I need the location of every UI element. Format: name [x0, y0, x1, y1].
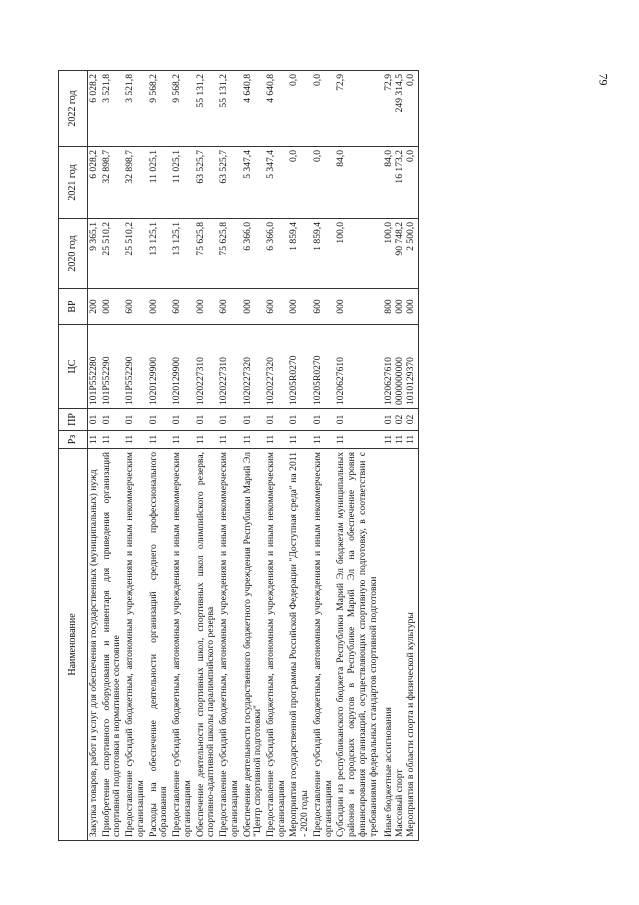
row-name: Мероприятия в области спорта и физической культуры: [404, 612, 416, 837]
row-pr: 01: [242, 409, 265, 431]
row-2022: 4 640,8: [265, 71, 288, 147]
row-pr: 01: [101, 409, 124, 431]
row-2021: 32 898,7: [101, 147, 124, 219]
row-2020: 13 125,1: [148, 219, 171, 289]
row-2021: 5 347,4: [242, 147, 265, 219]
row-2021: 5 347,4: [265, 147, 288, 219]
row-2022: 3 521,8: [101, 71, 124, 147]
row-name: Мероприятия государственной программы Российской Федерации "Доступная среда" на 2011 - 2020 годы: [288, 449, 311, 841]
row-vr: 800: [383, 299, 395, 314]
table-row: [242, 71, 265, 841]
row-vr: 000: [148, 289, 171, 325]
row-2021: 6 028,2: [88, 147, 101, 219]
row-pr: 01: [124, 409, 147, 431]
row-name: Закупка товаров, работ и услуг для обеспечения государственных (муниципальных) нужд: [88, 449, 101, 841]
row-2022: 0,0: [288, 71, 311, 147]
page-number: 79: [596, 73, 611, 86]
header-cs: ЦС: [59, 325, 88, 409]
row-vr: 000: [242, 289, 265, 325]
table-row: [101, 71, 124, 841]
row-2022: 249 314,5: [394, 74, 406, 113]
row-group-2021: [380, 147, 418, 219]
header-rz: Рз: [59, 431, 88, 449]
row-pr: 01: [88, 409, 101, 431]
header-2021: 2021 год: [59, 147, 88, 219]
table-row: [265, 71, 288, 841]
row-group-cs: [380, 325, 418, 409]
row-rz: 11: [124, 431, 147, 449]
row-pr: 01: [383, 414, 395, 425]
row-2021: 11 025,1: [171, 147, 194, 219]
row-cs: 0000000000: [394, 357, 406, 405]
row-cs: 10205R0270: [312, 325, 335, 409]
header-name: Наименование: [59, 449, 88, 841]
row-pr: 02: [394, 414, 406, 425]
row-vr: 000: [394, 299, 406, 314]
row-vr: 600: [218, 289, 241, 325]
row-name: Субсидии из республиканского бюджета Республики Марий Эл бюджетам муниципальных районов и городских округов в Республике Марий Эл на обеспечение уровня финансирования организаций, осуществляющих спортивную подготовку, в соответствии с требованиями федеральных стандартов спортивной подготовки: [335, 449, 380, 841]
row-2020: 2 500,0: [404, 222, 416, 251]
rotated-table-container: [58, 71, 578, 841]
row-cs: 1020227320: [265, 325, 288, 409]
row-cs: 1020627610: [383, 357, 395, 405]
budget-table: [58, 70, 419, 841]
row-2022: 3 521,8: [124, 71, 147, 147]
row-2021: 0,0: [404, 150, 416, 162]
row-cs: 101P552290: [124, 325, 147, 409]
row-vr: 000: [335, 289, 380, 325]
row-group-rz: [380, 431, 418, 449]
row-2020: 1 859,4: [312, 219, 335, 289]
header-pr: ПР: [59, 409, 88, 431]
row-group-names: [380, 449, 418, 841]
row-cs: 1020129900: [171, 325, 194, 409]
row-2022: 4 640,8: [242, 71, 265, 147]
row-vr: 600: [171, 289, 194, 325]
row-cs: 101P552290: [101, 325, 124, 409]
table-row: [124, 71, 147, 841]
row-rz: 11: [218, 431, 241, 449]
row-2020: 75 625,8: [195, 219, 218, 289]
row-rz: 11: [383, 434, 395, 445]
row-rz: 11: [288, 431, 311, 449]
row-pr: 01: [195, 409, 218, 431]
table-row: [312, 71, 335, 841]
row-2021: 63 525,7: [195, 147, 218, 219]
row-name: Предоставление субсидий бюджетным, автономным учреждениям и иным некоммерческим организациям: [124, 449, 147, 841]
row-pr: 02: [404, 414, 416, 425]
row-2021: 0,0: [312, 147, 335, 219]
row-group-2020: [380, 219, 418, 289]
table-row: [171, 71, 194, 841]
row-vr: 000: [101, 289, 124, 325]
row-2020: 100,0: [383, 222, 395, 244]
row-name: Массовый спорт: [394, 769, 406, 837]
row-2021: 11 025,1: [148, 147, 171, 219]
row-vr: 000: [195, 289, 218, 325]
row-pr: 01: [335, 409, 380, 431]
row-vr: 600: [265, 289, 288, 325]
table-row: [218, 71, 241, 841]
row-2022: 72,9: [335, 71, 380, 147]
row-name: Обеспечение деятельности спортивных школ, спортивных школ олимпийского резерва, спортивно-адаптивной школы паралимпийского резерва: [195, 449, 218, 841]
row-2021: 0,0: [288, 147, 311, 219]
row-name: Предоставление субсидий бюджетным, автономным учреждениям и иным некоммерческим организациям: [312, 449, 335, 841]
row-name: Предоставление субсидий бюджетным, автономным учреждениям и иным некоммерческим организациям: [218, 449, 241, 841]
row-cs: 1020227320: [242, 325, 265, 409]
row-vr: 600: [124, 289, 147, 325]
table-row: [288, 71, 311, 841]
row-2021: 63 525,7: [218, 147, 241, 219]
row-2022: 9 568,2: [148, 71, 171, 147]
row-pr: 01: [171, 409, 194, 431]
row-2020: 9 365,1: [88, 219, 101, 289]
header-2022: 2022 год: [59, 71, 88, 147]
row-vr: 600: [312, 289, 335, 325]
row-rz: 11: [265, 431, 288, 449]
row-2021: 32 898,7: [124, 147, 147, 219]
row-2022: 55 131,2: [195, 71, 218, 147]
row-2021: 84,0: [335, 147, 380, 219]
row-group-pr: [380, 409, 418, 431]
row-2020: 13 125,1: [171, 219, 194, 289]
row-rz: 11: [312, 431, 335, 449]
row-name: Предоставление субсидий бюджетным, автономным учреждениям и иным некоммерческим организациям: [171, 449, 194, 841]
row-2022: 0,0: [312, 71, 335, 147]
row-2022: 9 568,2: [171, 71, 194, 147]
row-cs: 101P552280: [88, 325, 101, 409]
row-pr: 01: [312, 409, 335, 431]
row-cs: 1020627610: [335, 325, 380, 409]
row-2022: 6 028,2: [88, 71, 101, 147]
row-rz: 11: [101, 431, 124, 449]
row-name: Расходы на обеспечение деятельности организаций среднего профессионального образования: [148, 449, 171, 841]
row-rz: 11: [148, 431, 171, 449]
row-rz: 11: [335, 431, 380, 449]
header-vr: ВР: [59, 289, 88, 325]
row-2020: 6 366,0: [265, 219, 288, 289]
row-rz: 11: [404, 434, 416, 445]
row-rz: 11: [171, 431, 194, 449]
table-header-row: [59, 71, 88, 841]
row-rz: 11: [394, 434, 406, 445]
row-pr: 01: [218, 409, 241, 431]
table-row: [195, 71, 218, 841]
table-row: [88, 71, 101, 841]
row-rz: 11: [88, 431, 101, 449]
table-row: [335, 71, 380, 841]
row-pr: 01: [265, 409, 288, 431]
row-name: Приобретение спортивного оборудования и инвентаря для приведения организаций спортивной подготовки в нормативное состояние: [101, 449, 124, 841]
row-2021: 84,0: [383, 150, 395, 167]
row-vr: 200: [88, 289, 101, 325]
row-group-2022: [380, 71, 418, 147]
row-rz: 11: [242, 431, 265, 449]
row-vr: 000: [404, 299, 416, 314]
row-name: Предоставление субсидий бюджетным, автономным учреждениям и иным некоммерческим организациям: [265, 449, 288, 841]
row-rz: 11: [195, 431, 218, 449]
row-2022: 55 131,2: [218, 71, 241, 147]
row-2020: 6 366,0: [242, 219, 265, 289]
row-2020: 75 625,8: [218, 219, 241, 289]
row-vr: 000: [288, 289, 311, 325]
row-2020: 25 510,2: [124, 219, 147, 289]
row-2020: 90 748,2: [394, 222, 406, 256]
row-cs: 10205R0270: [288, 325, 311, 409]
row-pr: 01: [288, 409, 311, 431]
row-2020: 25 510,2: [101, 219, 124, 289]
row-name: Иные бюджетные ассигнования: [383, 707, 395, 837]
row-2022: 72,9: [383, 74, 395, 91]
row-2020: 1 859,4: [288, 219, 311, 289]
table-row: [148, 71, 171, 841]
row-cs: 1010129370: [404, 357, 416, 405]
row-pr: 01: [148, 409, 171, 431]
row-2021: 16 173,2: [394, 150, 406, 184]
row-cs: 1020227310: [195, 325, 218, 409]
row-cs: 1020129900: [148, 325, 171, 409]
row-2020: 100,0: [335, 219, 380, 289]
row-group-vr: [380, 289, 418, 325]
table-row-group: [380, 71, 418, 841]
row-2022: 0,0: [404, 74, 416, 86]
row-cs: 1020227310: [218, 325, 241, 409]
row-name: Обеспечение деятельности государственного бюджетного учреждения Республики Марий Эл "Центр спортивной подготовки": [242, 449, 265, 841]
header-2020: 2020 год: [59, 219, 88, 289]
